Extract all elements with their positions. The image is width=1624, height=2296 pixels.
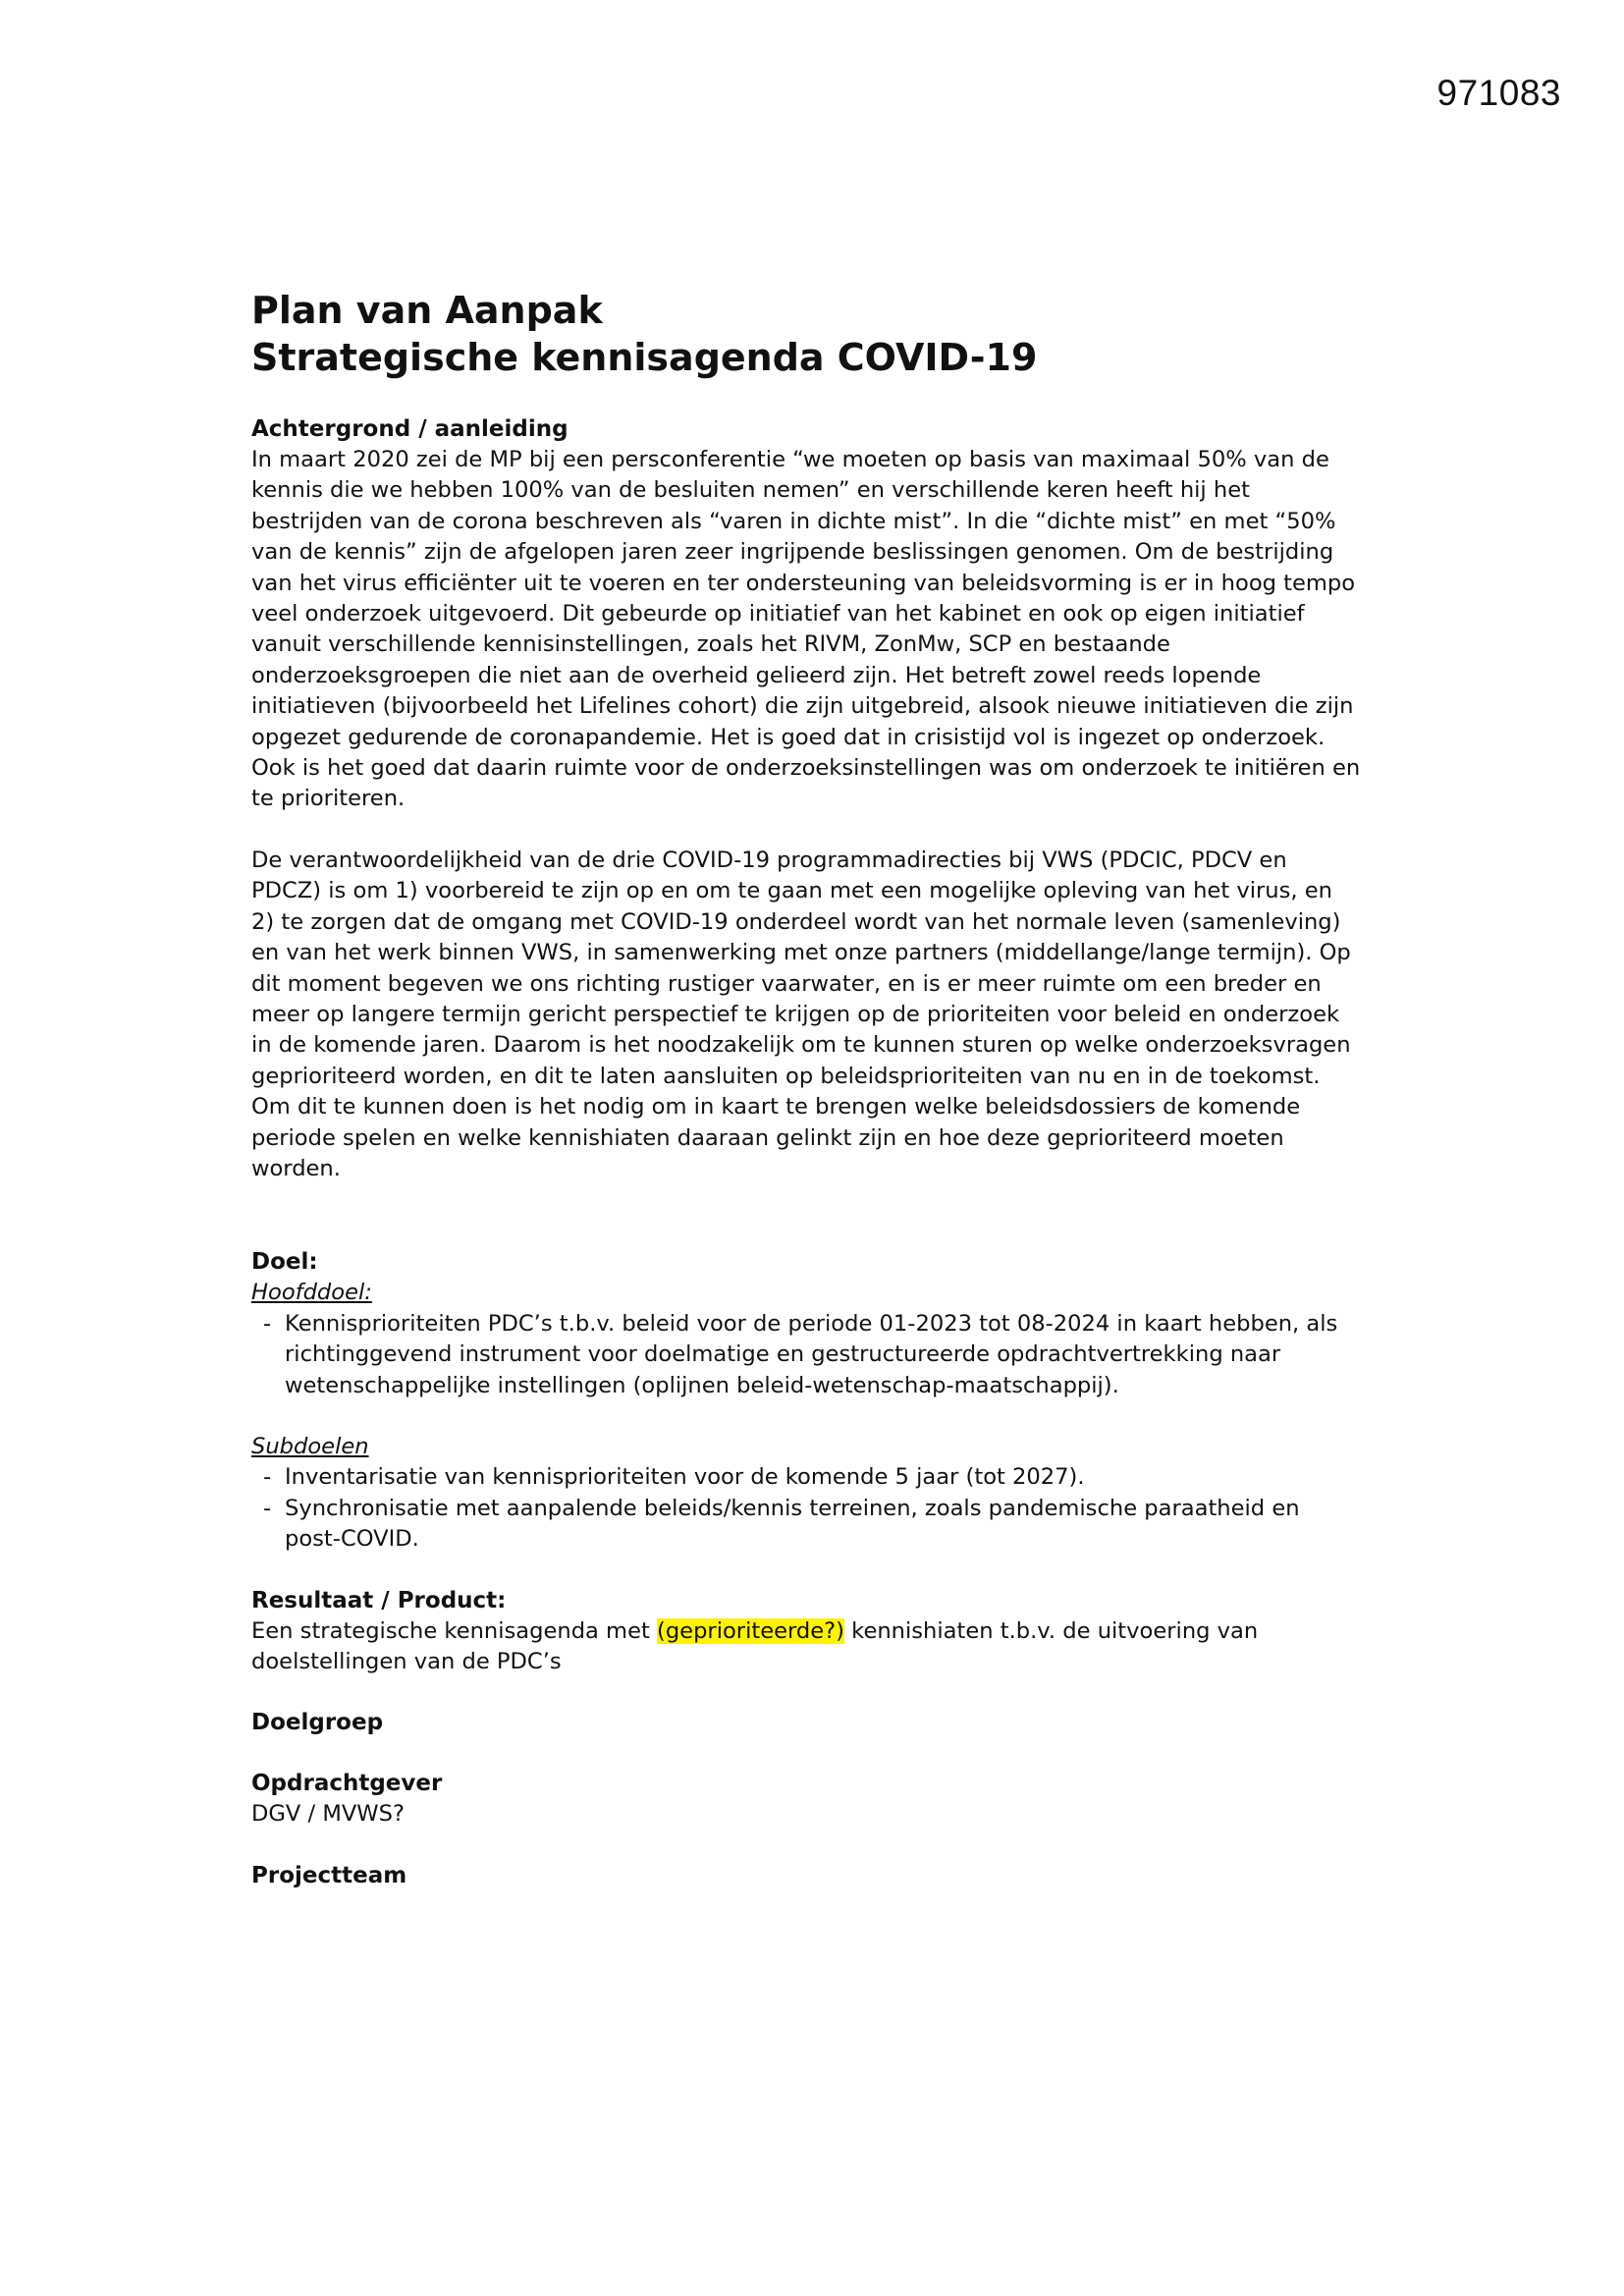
main-goal-text: Kennisprioriteiten PDC’s t.b.v. beleid voor de periode 01-2023 tot 08-2024 in kaart hebben, als richtinggevend instrument voor doelmatige en gestructureerde opdrachtvertrekking naar wetenschappelijke instellingen (oplijnen beleid-wetenschap-maatschappij). [285,1310,1338,1398]
title-line-1: Plan van Aanpak [251,289,603,332]
project-team-heading: Projectteam [251,1862,407,1888]
list-item: - Inventarisatie van kennisprioriteiten voor de komende 5 jaar (tot 2027). [263,1464,1085,1491]
subgoals-list [251,1462,1361,1555]
document-number: 971083 [1436,73,1561,113]
background-paragraph-1: In maart 2020 zei de MP bij een persconferentie “we moeten op basis van maximaal 50% van de kennis die we hebben 100% van de besluiten nemen” en verschillende keren heeft hij het bestrijden van de corona beschreven als “varen in dichte mist”. In die “dichte mist” en met “50% van de kennis” zijn de afgelopen jaren zeer ingrijpende beslissingen genomen. Om de bestrijding van het virus efficiënter uit te voeren en ter ondersteuning van beleidsvorming is er in hoog tempo veel onderzoek uitgevoerd. Dit gebeurde op initiatief van het kabinet en ook op eigen initiatief vanuit verschillende kennisinstellingen, zoals het RIVM, ZonMw, SCP en bestaande onderzoeksgroepen die niet aan de overheid gelieerd zijn. Het betreft zowel reeds lopende initiatieven (bijvoorbeeld het Lifelines cohort) die zijn uitgebreid, alsook nieuwe initiatieven die zijn opgezet gedurende de coronapandemie. Het is goed dat in crisistijd vol is ingezet op onderzoek. Ook is het goed dat daarin ruimte voor de onderzoeksinstellingen was om onderzoek te initiëren en te prioriteren. [251,447,1361,812]
project-team-section [251,1861,1361,1891]
result-text-before: Een strategische kennisagenda met [251,1617,658,1644]
background-heading: Achtergrond / aanleiding [251,416,568,442]
subgoals-label: Subdoelen [251,1433,369,1459]
list-item: - Kennisprioriteiten PDC’s t.b.v. beleid voor de periode 01-2023 tot 08-2024 in kaart hebben, als richtinggevend instrument voor doelmatige en gestructureerde opdrachtvertrekking naar wetenschappelijke instellingen (oplijnen beleid-wetenschap-maatschappij). [263,1310,1338,1398]
goal-heading: Doel: [251,1249,318,1276]
client-value: DGV / MVWS? [251,1801,405,1828]
main-goal-label: Hoofddoel: [251,1280,372,1306]
highlighted-text: (geprioriteerde?) [657,1617,844,1644]
subgoal-text: Inventarisatie van kennisprioriteiten voor de komende 5 jaar (tot 2027). [285,1464,1085,1491]
target-group-heading: Doelgroep [251,1710,384,1736]
result-heading: Resultaat / Product: [251,1587,507,1613]
background-section [251,414,1361,1184]
title-line-2: Strategische kennisagenda COVID-19 [251,336,1038,379]
target-group-section [251,1708,1361,1738]
list-item: - Synchronisatie met aanpalende beleids/kennis terreinen, zoals pandemische paraatheid en post-COVID. [263,1495,1300,1553]
client-heading: Opdrachtgever [251,1771,443,1797]
background-paragraph-2: De verantwoordelijkheid van de drie COVID-19 programmadirecties bij VWS (PDCIC, PDCV en PDCZ) is om 1) voorbereid te zijn op en om te gaan met een mogelijke opleving van het virus, en 2) te zorgen dat de omgang met COVID-19 onderdeel wordt van het normale leven (samenleving) en van het werk binnen VWS, in samenwerking met onze partners (middellange/lange termijn). Op dit moment begeven we ons richting rustiger vaarwater, en is er meer ruimte om een breder en meer op langere termijn gericht perspectief te krijgen op de prioriteiten voor beleid en onderzoek in de komende jaren. Daarom is het noodzakelijk om te kunnen sturen op welke onderzoeksvragen geprioriteerd worden, en dit te laten aansluiten op beleidsprioriteiten van nu en in de toekomst. Om dit te kunnen doen is het nodig om in kaart te brengen welke beleidsdossiers de komende periode spelen en welke kennishiaten daaraan gelinkt zijn en hoe deze geprioriteerd moeten worden. [251,847,1351,1181]
main-goal-list [251,1309,1361,1401]
result-text [251,1616,1361,1678]
result-section [251,1586,1361,1678]
page-title [251,287,1361,381]
goal-section [251,1247,1361,1555]
subgoal-text: Synchronisatie met aanpalende beleids/kennis terreinen, zoals pandemische paraatheid en post-COVID. [285,1495,1300,1553]
result-text-after: kennishiaten t.b.v. de uitvoering van doelstellingen van de PDC’s [251,1617,1259,1674]
client-section [251,1769,1361,1830]
document-body [251,287,1361,1891]
